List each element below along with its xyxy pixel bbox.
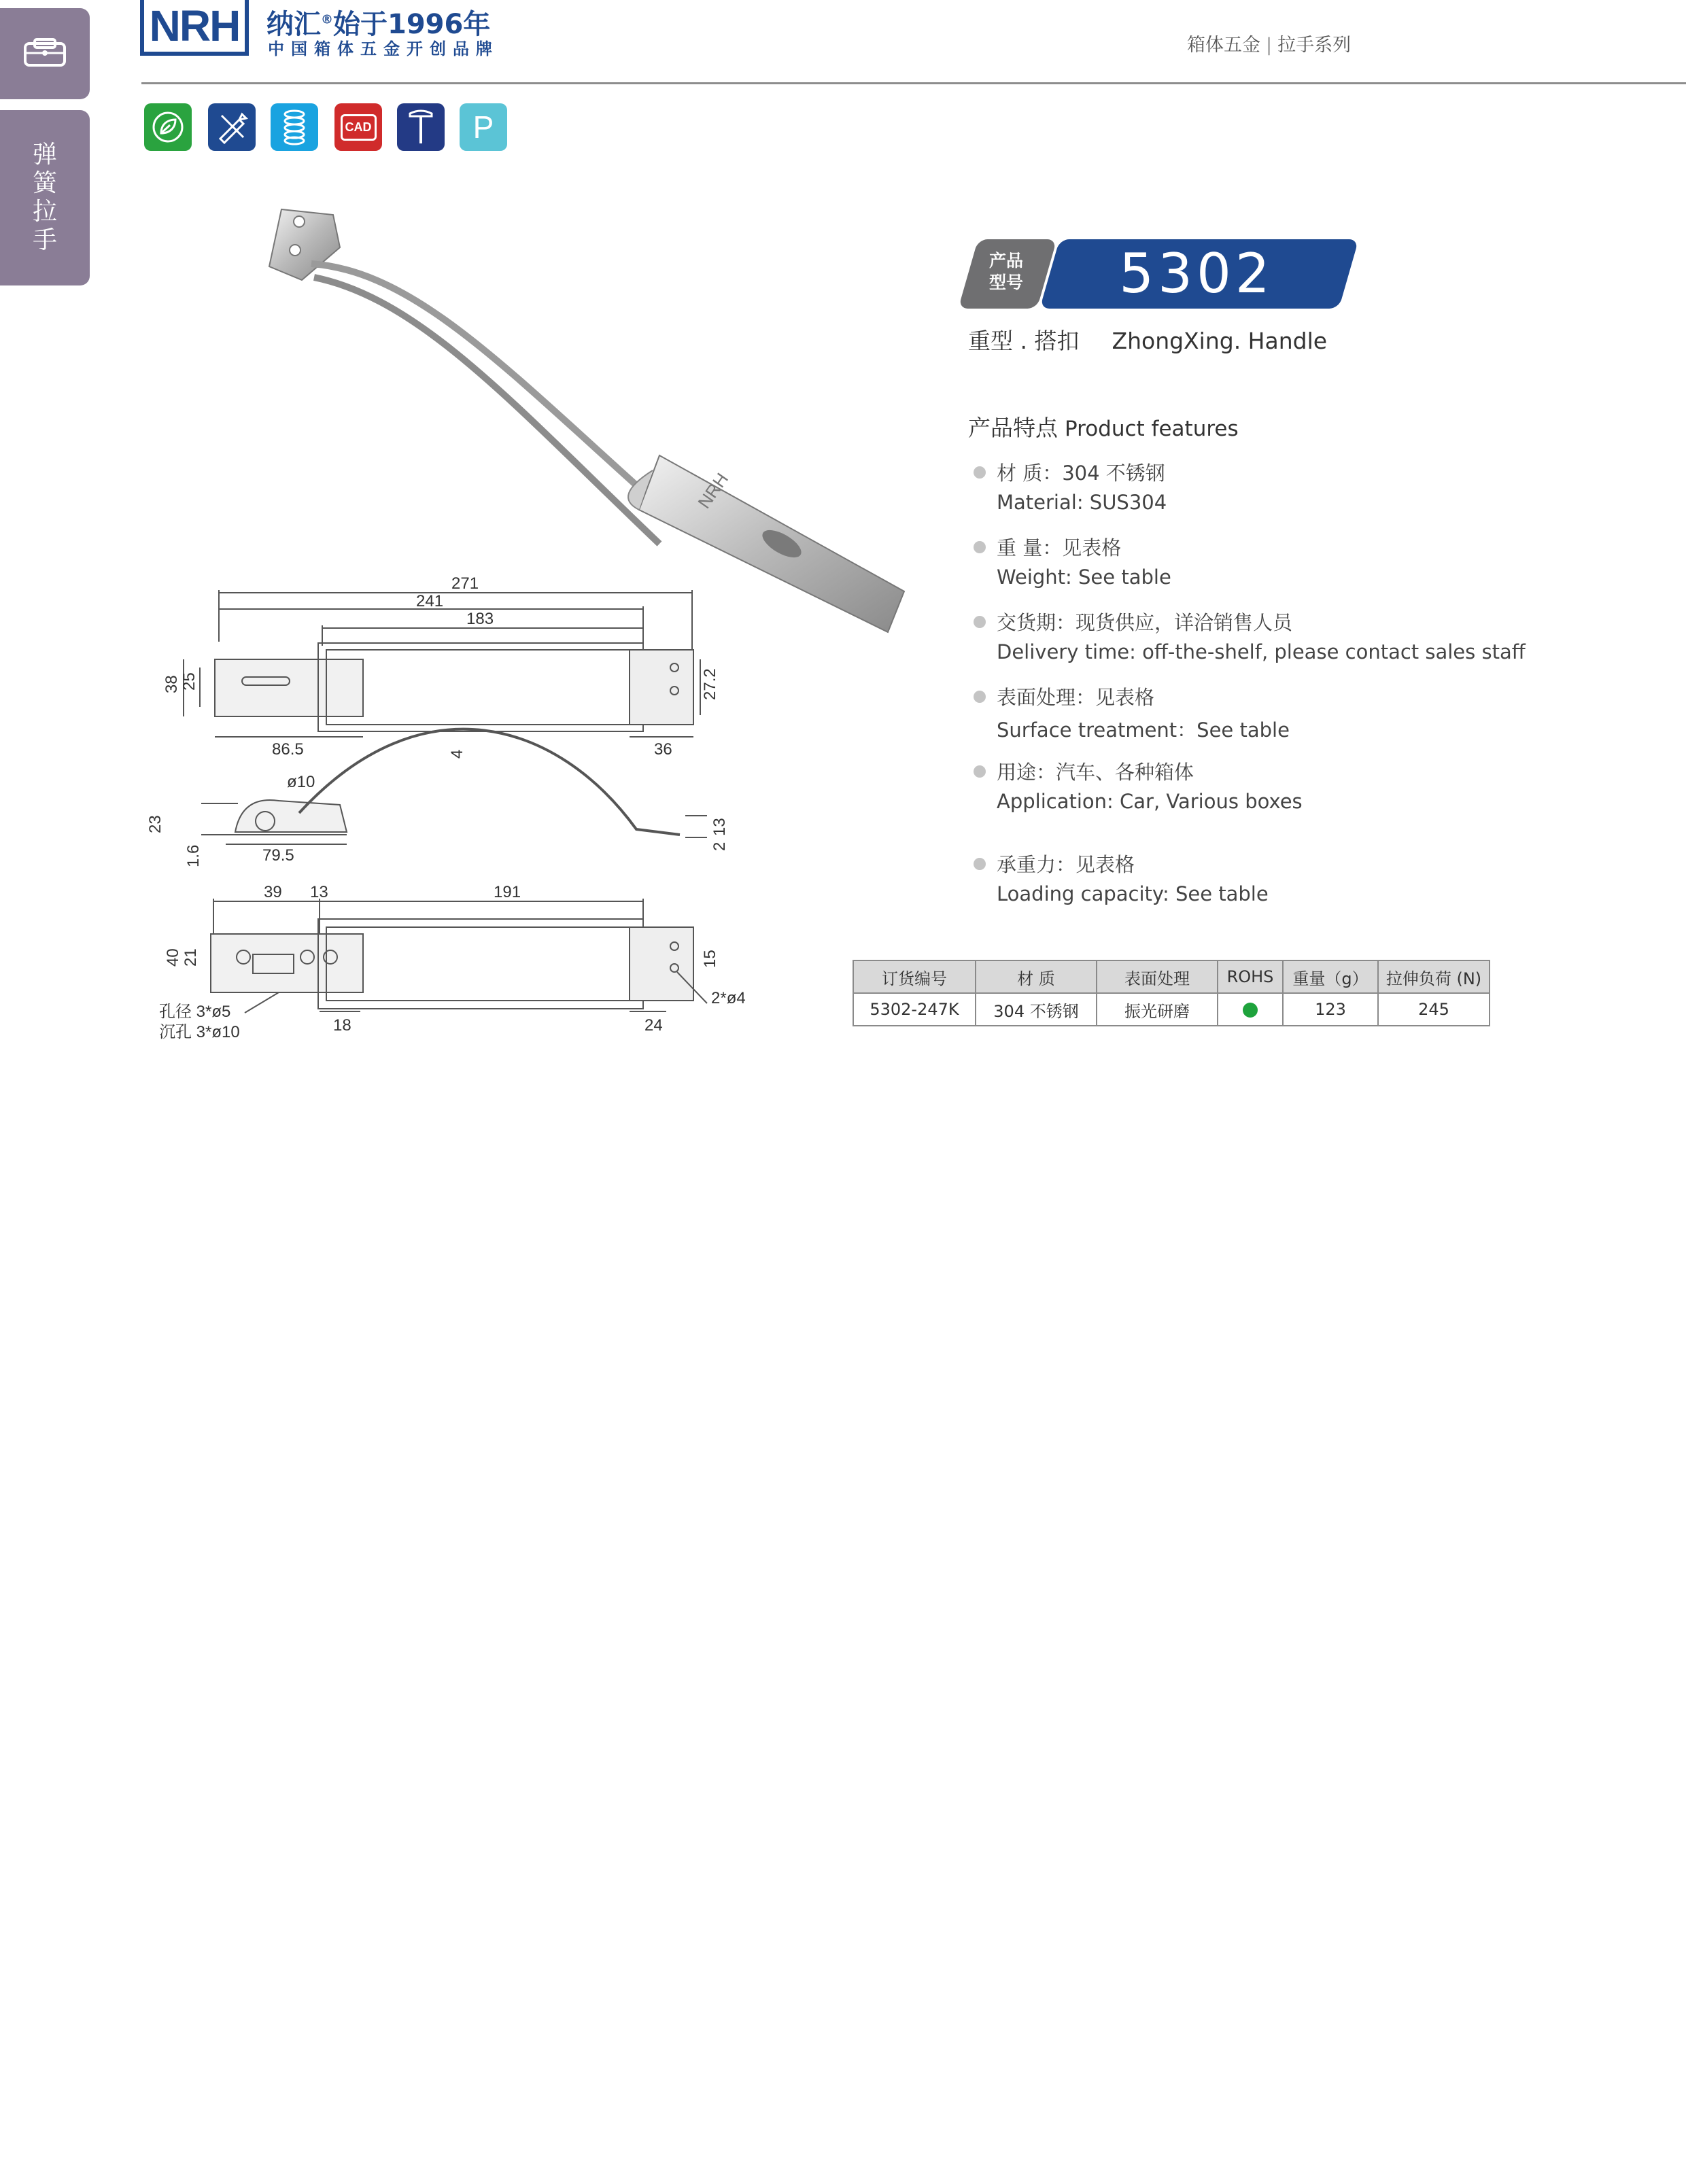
features-title-en: Product features — [1065, 417, 1239, 441]
registered-mark: ® — [321, 12, 333, 27]
model-tag-label: 产品 型号 — [988, 251, 1023, 292]
feature-item: 重 量：见表格 Weight: See table — [971, 533, 1651, 594]
column-header: 表面处理 — [1097, 960, 1218, 993]
features-title-cn: 产品特点 — [968, 415, 1058, 441]
category-tab-spring-handle[interactable] — [0, 110, 90, 285]
model-number: 5302 — [1119, 242, 1274, 305]
svg-text:40: 40 — [164, 948, 182, 967]
breadcrumb-item[interactable]: 拉手系列 — [1277, 35, 1352, 56]
spec-table — [853, 960, 1490, 1026]
side-view-dimensions — [146, 750, 729, 867]
column-header: ROHS — [1218, 960, 1283, 993]
surface-cell: 振光研磨 — [1097, 993, 1218, 1026]
weight-cell: 123 — [1283, 993, 1378, 1026]
feature-item: 表面处理：见表格 Surface treatment：See table — [971, 682, 1651, 744]
brand-subtitle: 中国箱体五金开创品牌 — [268, 39, 499, 58]
product-name-cn: 重型 . 搭扣 — [968, 328, 1080, 354]
bullet-icon — [974, 616, 986, 628]
breadcrumb: 箱体五金 | 拉手系列 — [1187, 35, 1352, 56]
brand-slogan: 始于1996年 — [333, 9, 491, 40]
svg-text:24: 24 — [644, 1016, 663, 1035]
column-header: 重量（g） — [1283, 960, 1378, 993]
spring-icon[interactable] — [271, 103, 318, 151]
feature-item: 用途：汽车、各种箱体 Application: Car, Various boxes — [971, 757, 1651, 818]
svg-text:271: 271 — [451, 574, 479, 593]
product-subtitle — [968, 324, 1327, 356]
svg-text:4: 4 — [448, 749, 466, 759]
parking-p-icon[interactable]: P — [460, 103, 507, 151]
svg-text:孔径 3*ø5: 孔径 3*ø5 — [159, 1003, 231, 1021]
cad-file-icon[interactable] — [334, 103, 382, 151]
header-divider — [141, 82, 1686, 84]
svg-text:2*ø4: 2*ø4 — [711, 989, 746, 1007]
product-render — [269, 209, 904, 632]
rivet-icon[interactable] — [397, 103, 445, 151]
design-tools-icon[interactable] — [208, 103, 256, 151]
category-char: 弹 — [32, 141, 57, 169]
svg-text:1.6: 1.6 — [184, 844, 203, 867]
case-latch-icon — [22, 37, 67, 71]
table-row — [853, 993, 1490, 1026]
svg-text:38: 38 — [162, 675, 181, 693]
feature-item: 交货期：现货供应，详洽销售人员 Delivery time: off-the-shelf, please contact sales staff — [971, 608, 1651, 669]
order-code: 5302-247K — [853, 993, 976, 1026]
svg-text:沉孔 3*ø10: 沉孔 3*ø10 — [159, 1023, 240, 1041]
rohs-cell — [1218, 993, 1283, 1026]
bullet-icon — [974, 858, 986, 870]
svg-text:27.2: 27.2 — [701, 668, 719, 700]
svg-text:15: 15 — [701, 950, 719, 968]
category-char: 拉 — [32, 198, 57, 226]
svg-text:18: 18 — [333, 1016, 351, 1035]
svg-text:36: 36 — [654, 740, 672, 759]
svg-text:241: 241 — [416, 592, 444, 610]
top-view — [184, 590, 700, 737]
category-char: 手 — [32, 226, 57, 254]
bullet-icon — [974, 541, 986, 553]
category-tab-icon[interactable] — [0, 8, 90, 99]
svg-text:13: 13 — [310, 883, 328, 901]
feature-item: 材 质：304 不锈钢 Material: SUS304 — [971, 458, 1651, 519]
brand-cn: 纳汇 — [266, 9, 321, 40]
column-header: 拉伸负荷 (N) — [1378, 960, 1490, 993]
bottom-view — [211, 899, 707, 1013]
svg-text:25: 25 — [180, 672, 199, 691]
svg-text:86.5: 86.5 — [272, 740, 304, 759]
svg-text:39: 39 — [264, 883, 282, 901]
table-header-row — [853, 960, 1490, 993]
cad-label: CAD — [341, 114, 377, 141]
bullet-icon — [974, 466, 986, 479]
features-title — [968, 411, 1239, 443]
column-header: 材 质 — [976, 960, 1097, 993]
rohs-compliant-icon — [1243, 1003, 1258, 1018]
svg-text:191: 191 — [494, 883, 521, 901]
feature-item: 承重力：见表格 Loading capacity: See table — [971, 850, 1651, 911]
svg-text:79.5: 79.5 — [262, 846, 294, 865]
svg-text:23: 23 — [146, 815, 165, 833]
svg-text:ø10: ø10 — [287, 773, 315, 791]
breadcrumb-item[interactable]: 箱体五金 — [1187, 35, 1260, 56]
column-header: 订货编号 — [853, 960, 976, 993]
product-name-en: ZhongXing. Handle — [1112, 328, 1328, 354]
category-char: 簧 — [32, 169, 57, 197]
svg-text:21: 21 — [182, 948, 200, 967]
bullet-icon — [974, 691, 986, 703]
load-cell: 245 — [1378, 993, 1490, 1026]
svg-text:183: 183 — [466, 610, 494, 628]
emboss-text: NRH — [693, 469, 733, 513]
technical-drawing — [136, 190, 918, 1054]
material-cell: 304 不锈钢 — [976, 993, 1097, 1026]
nrh-logo[interactable]: NRH — [140, 0, 249, 56]
svg-text:2: 2 — [710, 842, 729, 851]
svg-text:13: 13 — [710, 818, 729, 836]
bullet-icon — [974, 765, 986, 778]
eco-leaf-icon[interactable] — [144, 103, 192, 151]
